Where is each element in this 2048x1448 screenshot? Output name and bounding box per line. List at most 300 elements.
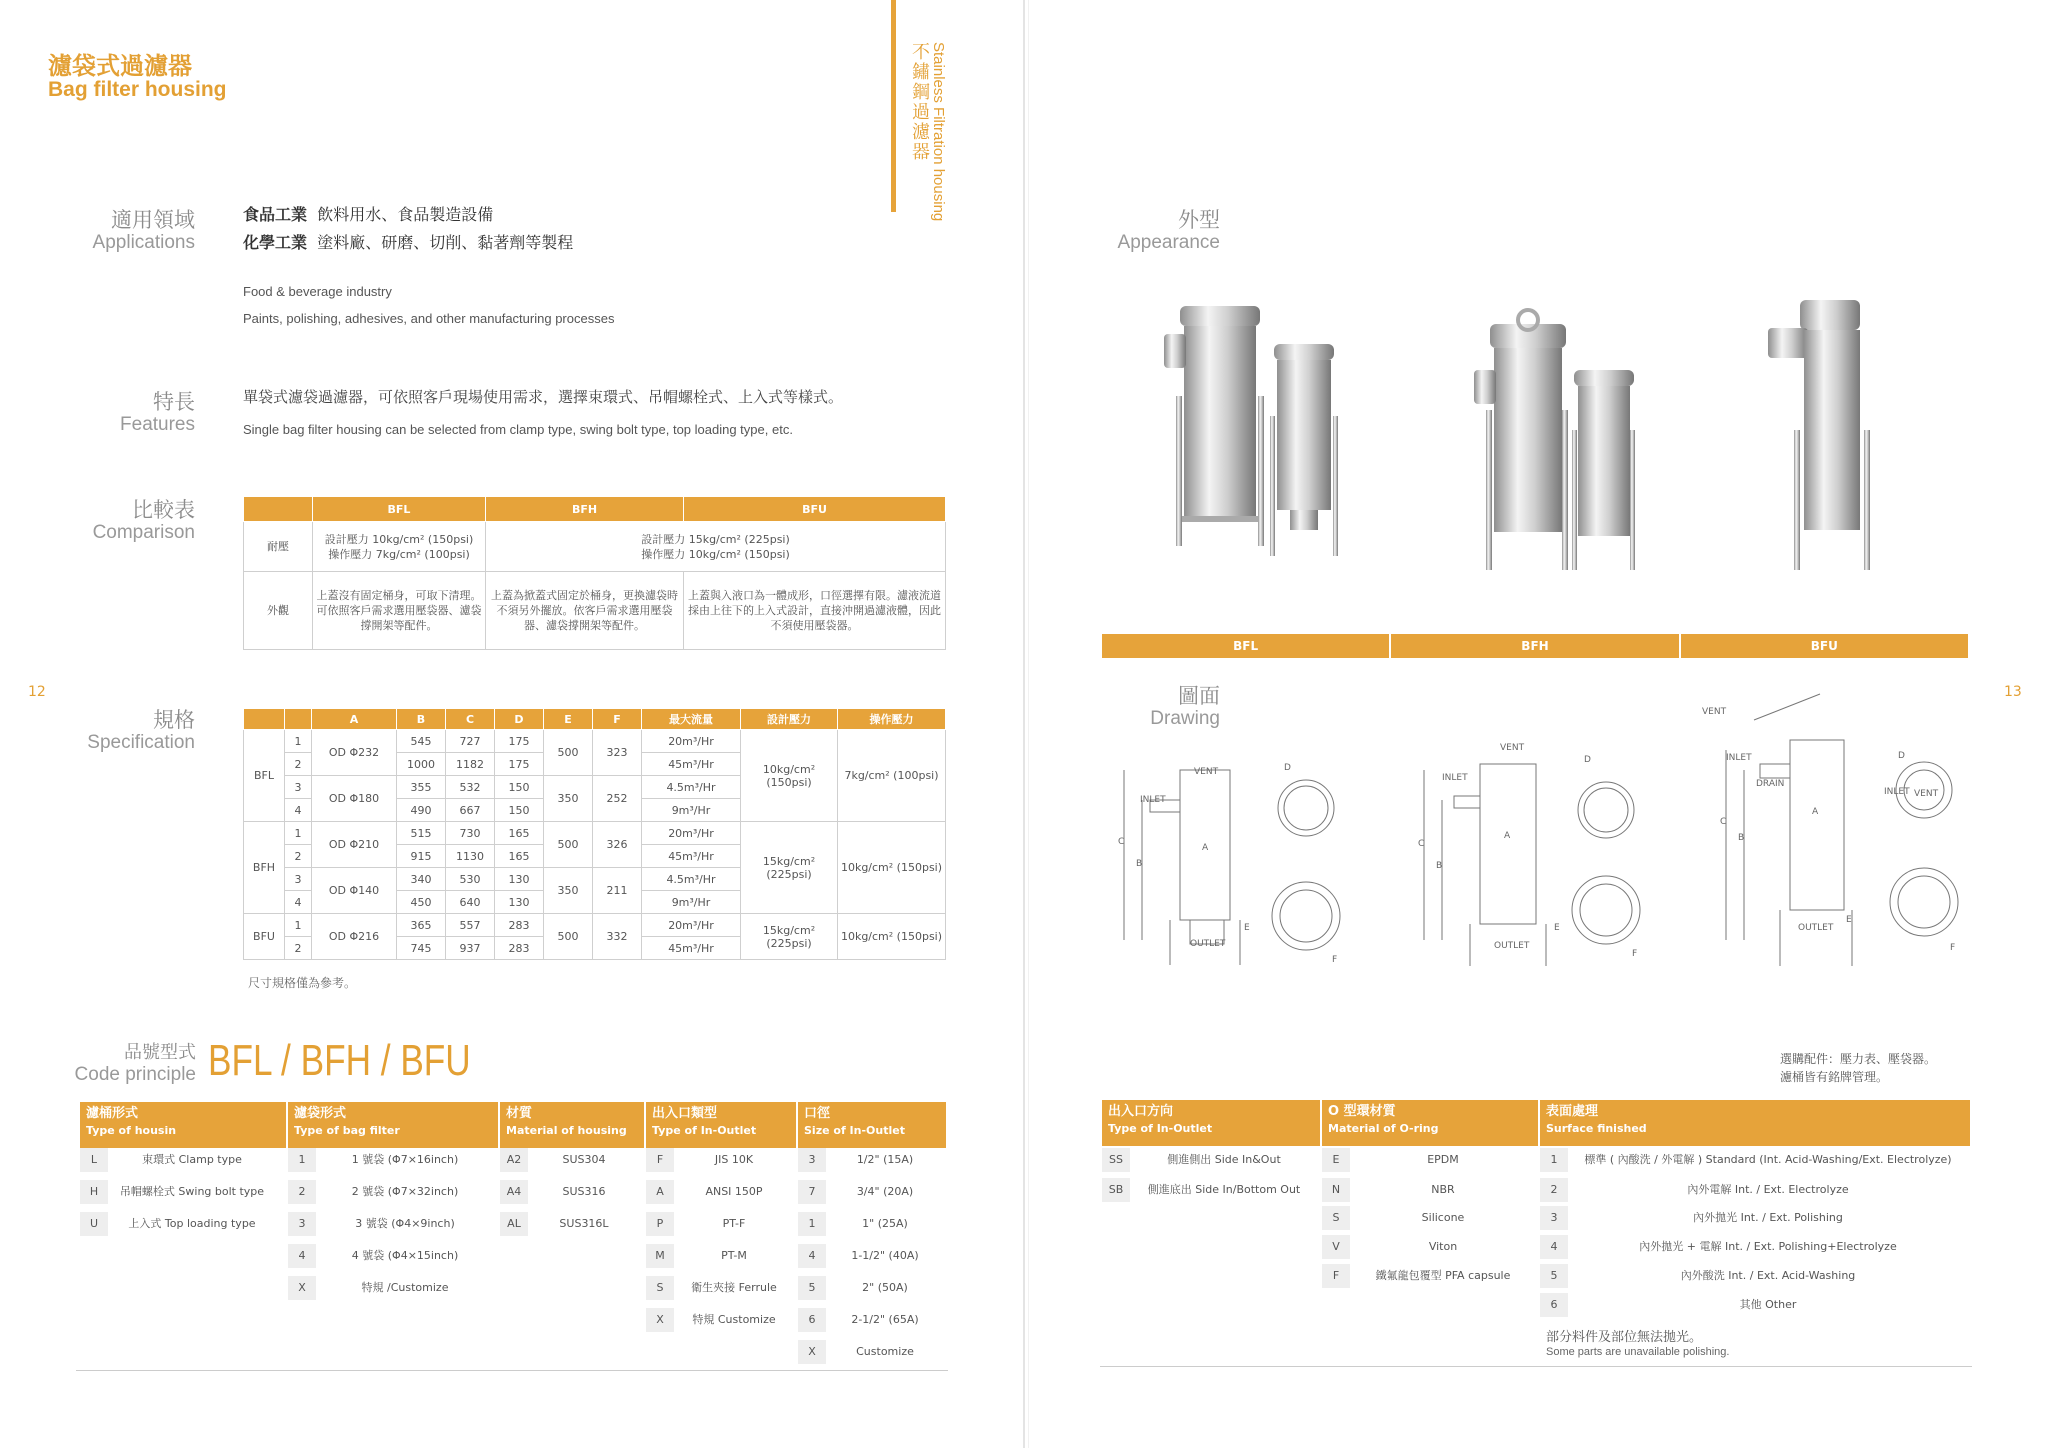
spec-cell: 545 bbox=[397, 730, 446, 753]
code-value: NBR bbox=[1431, 1183, 1455, 1196]
spec-cell: 4.5m³/Hr bbox=[642, 776, 741, 799]
applications-line2 bbox=[243, 230, 573, 253]
applications-en1: Food & beverage industry bbox=[243, 284, 392, 299]
drawing-tag: VENT bbox=[1702, 707, 1727, 717]
polish-note-zh: 部分料件及部位無法拋光。 bbox=[1546, 1330, 1703, 1345]
comparison-cell: 上蓋與入液口為一體成形，口徑選擇有限。濾液流道採由上往下的上入式設計，直接沖開過濾液體，因此不須使用壓袋器。 bbox=[684, 572, 946, 650]
spec-cell: 450 bbox=[397, 891, 446, 914]
spec-cell: 165 bbox=[495, 822, 544, 845]
comparison-header: BFU bbox=[684, 497, 946, 522]
drawing-tag: OUTLET bbox=[1494, 941, 1530, 951]
drawing-tag: F bbox=[1632, 949, 1638, 959]
polish-note-en: Some parts are unavailable polishing. bbox=[1546, 1346, 1730, 1358]
spec-cell: 500 bbox=[544, 730, 593, 776]
spec-cell: 350 bbox=[544, 868, 593, 914]
drawing-tag: VENT bbox=[1500, 743, 1525, 753]
spec-cell: 4.5m³/Hr bbox=[642, 868, 741, 891]
code-key: 1 bbox=[1540, 1148, 1568, 1172]
spec-cell: 745 bbox=[397, 937, 446, 960]
appearance-label: BFL bbox=[1102, 634, 1391, 658]
spec-cell: 355 bbox=[397, 776, 446, 799]
drawing-tag: C bbox=[1118, 837, 1125, 847]
drawing-tag: E bbox=[1244, 923, 1250, 933]
code-col3-header bbox=[500, 1102, 644, 1148]
drawing-tag: E bbox=[1554, 923, 1560, 933]
spec-cell: OD Φ180 bbox=[312, 776, 397, 822]
spec-cell: 323 bbox=[593, 730, 642, 776]
code-key: SS bbox=[1102, 1148, 1130, 1172]
code-key: S bbox=[1322, 1206, 1350, 1230]
spec-cell: 1000 bbox=[397, 753, 446, 776]
code-col5-en: Size of In-Outlet bbox=[804, 1124, 905, 1137]
code-col5-header bbox=[798, 1102, 946, 1148]
spec-cell: OD Φ232 bbox=[312, 730, 397, 776]
spec-header: C bbox=[446, 709, 495, 730]
comparison-label-zh: 比較表 bbox=[132, 498, 195, 522]
code-key: 2 bbox=[1540, 1178, 1568, 1202]
drawing-tag: E bbox=[1846, 915, 1852, 925]
code-col4-header bbox=[646, 1102, 796, 1148]
spec-cell: 20m³/Hr bbox=[642, 730, 741, 753]
applications-label-en: Applications bbox=[92, 232, 195, 253]
spec-cell: 175 bbox=[495, 753, 544, 776]
comparison-header: BFH bbox=[486, 497, 684, 522]
spec-cell: 500 bbox=[544, 822, 593, 868]
spec-header: 設計壓力 bbox=[741, 709, 838, 730]
code-value: EPDM bbox=[1427, 1153, 1459, 1166]
code-key: 3 bbox=[798, 1148, 826, 1172]
spec-cell: 9m³/Hr bbox=[642, 799, 741, 822]
appearance-label: BFU bbox=[1681, 634, 1970, 658]
spec-cell: 326 bbox=[593, 822, 642, 868]
spec-header: F bbox=[593, 709, 642, 730]
page-number-right: 13 bbox=[2004, 684, 2022, 700]
code-big: BFL / BFH / BFU bbox=[208, 1036, 471, 1085]
code-value: SUS316 bbox=[562, 1185, 606, 1198]
code-key: 2 bbox=[288, 1180, 316, 1204]
code-key: A2 bbox=[500, 1148, 528, 1172]
code-item bbox=[646, 1180, 796, 1204]
features-zh: 單袋式濾袋過濾器，可依照客戶現場使用需求，選擇束環式、吊帽螺栓式、上入式等樣式。 bbox=[243, 388, 844, 406]
drawing-tag: F bbox=[1332, 955, 1338, 965]
spec-cell: 165 bbox=[495, 845, 544, 868]
applications-line1-text: 飲料用水、食品製造設備 bbox=[317, 205, 494, 224]
spec-note: 尺寸規格僅為參考。 bbox=[248, 976, 357, 990]
code-key: N bbox=[1322, 1178, 1350, 1202]
applications-line2-text: 塗料廠、研磨、切削、黏著劑等製程 bbox=[317, 233, 574, 252]
left-bottom-divider bbox=[76, 1370, 948, 1371]
code-item bbox=[80, 1148, 286, 1172]
comparison-cell: 設計壓力 15kg/cm² (225psi) 操作壓力 10kg/cm² (150psi) bbox=[486, 522, 946, 572]
spec-cell: 20m³/Hr bbox=[642, 822, 741, 845]
appearance-label: BFH bbox=[1391, 634, 1680, 658]
comparison-cell: 設計壓力 10kg/cm² (150psi) 操作壓力 7kg/cm² (100psi) bbox=[313, 522, 486, 572]
code-value: 其他 Other bbox=[1739, 1298, 1797, 1311]
spec-cell: 45m³/Hr bbox=[642, 845, 741, 868]
specification-label-zh: 規格 bbox=[153, 708, 195, 732]
code-item bbox=[288, 1148, 498, 1172]
code-value: 側進側出 Side In&Out bbox=[1167, 1153, 1281, 1166]
drawing-tag: INLET bbox=[1884, 787, 1910, 797]
code-item bbox=[1102, 1178, 1320, 1202]
code-col6-zh: 出入口方向 bbox=[1108, 1104, 1174, 1119]
drawing-tag: D bbox=[1898, 751, 1905, 761]
code-item bbox=[500, 1148, 644, 1172]
code-value: 鐵氟龍包覆型 PFA capsule bbox=[1375, 1269, 1511, 1282]
drawing-tag: D bbox=[1584, 755, 1591, 765]
code-value: 上入式 Top loading type bbox=[128, 1217, 256, 1230]
side-title-zh: 不鏽鋼過濾器 bbox=[909, 42, 930, 162]
code-value: 內外酸洗 Int. / Ext. Acid-Washing bbox=[1680, 1269, 1856, 1282]
bfl-drawing bbox=[1110, 740, 1360, 980]
page-number-left: 12 bbox=[28, 684, 46, 700]
code-col4-en: Type of In-Outlet bbox=[652, 1124, 757, 1137]
code-key: X bbox=[288, 1276, 316, 1300]
spec-header: E bbox=[544, 709, 593, 730]
code-col5-zh: 口徑 bbox=[804, 1106, 831, 1121]
code-value: 側進底出 Side In/Bottom Out bbox=[1147, 1183, 1301, 1196]
code-item bbox=[798, 1276, 946, 1300]
code-item bbox=[1540, 1178, 1970, 1202]
code-item bbox=[1540, 1264, 1970, 1288]
spec-cell: 150 bbox=[495, 776, 544, 799]
code-col1-zh: 濾桶形式 bbox=[86, 1106, 139, 1121]
code-item bbox=[80, 1180, 286, 1204]
code-key: F bbox=[646, 1148, 674, 1172]
code-value: 3/4" (20A) bbox=[856, 1185, 914, 1198]
code-key: 6 bbox=[1540, 1293, 1568, 1317]
drawing-tag: B bbox=[1738, 833, 1745, 843]
code-key: X bbox=[798, 1340, 826, 1364]
comparison-cell: 上蓋沒有固定桶身，可取下清理。可依照客戶需求選用壓袋器、濾袋撐開架等配件。 bbox=[313, 572, 486, 650]
code-key: E bbox=[1322, 1148, 1350, 1172]
code-value: 吊帽螺栓式 Swing bolt type bbox=[119, 1185, 265, 1198]
applications-label-zh: 適用領域 bbox=[111, 208, 195, 232]
features-en: Single bag filter housing can be selected from clamp type, swing bolt type, top loading type, etc. bbox=[243, 422, 793, 437]
code-item bbox=[798, 1180, 946, 1204]
code-key: SB bbox=[1102, 1178, 1130, 1202]
code-value: 1" (25A) bbox=[862, 1217, 908, 1230]
spec-cell: 937 bbox=[446, 937, 495, 960]
spec-model: BFL bbox=[244, 730, 285, 822]
code-item bbox=[500, 1180, 644, 1204]
spec-cell: 730 bbox=[446, 822, 495, 845]
drawing-tag: OUTLET bbox=[1190, 939, 1226, 949]
drawing-label-en: Drawing bbox=[1150, 708, 1220, 729]
code-item bbox=[646, 1308, 796, 1332]
appearance-label-zh: 外型 bbox=[1178, 208, 1220, 232]
spec-cell: 1 bbox=[285, 914, 312, 937]
code-value: 束環式 Clamp type bbox=[142, 1153, 242, 1166]
code-value: Silicone bbox=[1421, 1211, 1465, 1224]
bfu-product-image bbox=[1760, 280, 1900, 590]
code-value: ANSI 150P bbox=[705, 1185, 763, 1198]
drawing-tag: F bbox=[1950, 943, 1956, 953]
comparison-cell: 上蓋為掀蓋式固定於桶身，更換濾袋時不須另外擺放。依客戶需求選用壓袋器、濾袋撐開架等配件。 bbox=[486, 572, 684, 650]
drawing-tag: INLET bbox=[1140, 795, 1166, 805]
code-col8-en: Surface finished bbox=[1546, 1122, 1647, 1135]
code-key: H bbox=[80, 1180, 108, 1204]
code-key: 7 bbox=[798, 1180, 826, 1204]
spec-cell: 150 bbox=[495, 799, 544, 822]
bfh-drawing bbox=[1410, 740, 1660, 980]
spec-cell: 10kg/cm² (150psi) bbox=[838, 822, 946, 914]
code-key: 6 bbox=[798, 1308, 826, 1332]
appearance-label-en: Appearance bbox=[1117, 232, 1220, 253]
side-title-en: Stainless Filtration housing bbox=[930, 42, 947, 222]
code-item bbox=[798, 1308, 946, 1332]
drawing-tag: A bbox=[1504, 831, 1511, 841]
code-value: SUS304 bbox=[562, 1153, 606, 1166]
code-key: V bbox=[1322, 1235, 1350, 1259]
title-en: Bag filter housing bbox=[48, 78, 227, 101]
code-item bbox=[1322, 1206, 1538, 1230]
code-value: Viton bbox=[1428, 1240, 1458, 1253]
comparison-table bbox=[243, 496, 946, 650]
drawing-tag: B bbox=[1436, 861, 1443, 871]
page-gutter-shadow bbox=[1028, 0, 1029, 1448]
code-col1-header bbox=[80, 1102, 286, 1148]
right-bottom-divider bbox=[1100, 1366, 1972, 1367]
drawing-tag: D bbox=[1284, 763, 1291, 773]
code-key: 4 bbox=[1540, 1235, 1568, 1259]
drawing-tag: VENT bbox=[1914, 789, 1939, 799]
comparison-row-label: 耐壓 bbox=[244, 522, 313, 572]
code-key: 4 bbox=[288, 1244, 316, 1268]
spec-cell: 2 bbox=[285, 937, 312, 960]
spec-cell: 557 bbox=[446, 914, 495, 937]
code-key: 5 bbox=[798, 1276, 826, 1300]
code-item bbox=[646, 1276, 796, 1300]
spec-cell: 1 bbox=[285, 822, 312, 845]
spec-cell: 532 bbox=[446, 776, 495, 799]
spec-cell: 2 bbox=[285, 753, 312, 776]
features-label-en: Features bbox=[120, 414, 195, 435]
code-key: U bbox=[80, 1212, 108, 1236]
accessory-note-1: 選購配件：壓力表、壓袋器。 bbox=[1780, 1052, 1937, 1066]
code-item bbox=[646, 1212, 796, 1236]
code-key: 1 bbox=[798, 1212, 826, 1236]
code-value: 標準 ( 內酸洗 / 外電解 ) Standard (Int. Acid-Washing/Ext. Electrolyze) bbox=[1584, 1153, 1952, 1166]
bfl-product-image bbox=[1140, 286, 1380, 586]
side-title-bar bbox=[891, 0, 896, 212]
code-key: A4 bbox=[500, 1180, 528, 1204]
code-value: Customize bbox=[856, 1345, 914, 1358]
code-label-en: Code principle bbox=[74, 1064, 196, 1085]
code-value: 1-1/2" (40A) bbox=[851, 1249, 919, 1262]
code-value: 2-1/2" (65A) bbox=[851, 1313, 919, 1326]
code-value: 內外拋光 Int. / Ext. Polishing bbox=[1693, 1211, 1843, 1224]
spec-table bbox=[243, 708, 946, 960]
code-key: P bbox=[646, 1212, 674, 1236]
spec-cell: 45m³/Hr bbox=[642, 753, 741, 776]
code-key: M bbox=[646, 1244, 674, 1268]
code-value: 2 號袋 (Φ7×32inch) bbox=[351, 1185, 459, 1198]
code-col8-zh: 表面處理 bbox=[1546, 1104, 1599, 1119]
spec-model: BFH bbox=[244, 822, 285, 914]
spec-cell: 500 bbox=[544, 914, 593, 960]
specification-label-en: Specification bbox=[87, 732, 195, 753]
code-value: 特規 /Customize bbox=[361, 1281, 449, 1294]
spec-cell: 332 bbox=[593, 914, 642, 960]
spec-cell: 15kg/cm² (225psi) bbox=[741, 914, 838, 960]
code-item bbox=[1540, 1206, 1970, 1230]
code-value: JIS 10K bbox=[714, 1153, 754, 1166]
spec-cell: 7kg/cm² (100psi) bbox=[838, 730, 946, 822]
code-item bbox=[798, 1148, 946, 1172]
spec-cell: 350 bbox=[544, 776, 593, 822]
spec-cell: 283 bbox=[495, 914, 544, 937]
code-value: 1/2" (15A) bbox=[856, 1153, 914, 1166]
appearance-labels-bar bbox=[1102, 634, 1970, 658]
spec-cell: 1182 bbox=[446, 753, 495, 776]
code-item bbox=[288, 1244, 498, 1268]
spec-corner bbox=[285, 709, 312, 730]
code-key: 1 bbox=[288, 1148, 316, 1172]
code-col7-zh: O 型環材質 bbox=[1328, 1104, 1396, 1119]
spec-cell: 283 bbox=[495, 937, 544, 960]
code-value: 衛生夾接 Ferrule bbox=[691, 1281, 777, 1294]
spec-cell: 515 bbox=[397, 822, 446, 845]
code-value: SUS316L bbox=[559, 1217, 609, 1230]
spec-cell: 365 bbox=[397, 914, 446, 937]
spec-header: A bbox=[312, 709, 397, 730]
spec-cell: 211 bbox=[593, 868, 642, 914]
code-item bbox=[646, 1148, 796, 1172]
code-key: F bbox=[1322, 1264, 1350, 1288]
drawing-tag: OUTLET bbox=[1798, 923, 1834, 933]
applications-line1 bbox=[243, 202, 493, 225]
code-key: S bbox=[646, 1276, 674, 1300]
spec-cell: 4 bbox=[285, 799, 312, 822]
spec-cell: 9m³/Hr bbox=[642, 891, 741, 914]
comparison-header: BFL bbox=[313, 497, 486, 522]
code-label-zh: 品號型式 bbox=[124, 1042, 196, 1063]
drawing-tag: INLET bbox=[1442, 773, 1468, 783]
code-col3-zh: 材質 bbox=[506, 1106, 533, 1121]
code-value: 4 號袋 (Φ4×15inch) bbox=[351, 1249, 459, 1262]
drawing-tag: DRAIN bbox=[1756, 779, 1785, 789]
code-col7-en: Material of O-ring bbox=[1328, 1122, 1439, 1135]
code-item bbox=[80, 1212, 286, 1236]
code-item bbox=[500, 1212, 644, 1236]
page-gutter bbox=[1023, 0, 1025, 1448]
code-item bbox=[288, 1180, 498, 1204]
spec-cell: 530 bbox=[446, 868, 495, 891]
spec-cell: 45m³/Hr bbox=[642, 937, 741, 960]
drawing-label-zh: 圖面 bbox=[1178, 684, 1220, 708]
code-value: 內外拋光 + 電解 Int. / Ext. Polishing+Electrolyze bbox=[1639, 1240, 1897, 1253]
bfu-drawing bbox=[1700, 680, 1980, 980]
spec-cell: 1130 bbox=[446, 845, 495, 868]
code-key: X bbox=[646, 1308, 674, 1332]
code-key: L bbox=[80, 1148, 108, 1172]
drawing-tag: B bbox=[1136, 859, 1143, 869]
code-key: 4 bbox=[798, 1244, 826, 1268]
features-label-zh: 特長 bbox=[153, 390, 195, 414]
code-item bbox=[1540, 1235, 1970, 1259]
spec-cell: 15kg/cm² (225psi) bbox=[741, 822, 838, 914]
code-col6-en: Type of In-Outlet bbox=[1108, 1122, 1213, 1135]
code-item bbox=[646, 1244, 796, 1268]
applications-en2: Paints, polishing, adhesives, and other manufacturing processes bbox=[243, 311, 615, 326]
code-value: 2" (50A) bbox=[862, 1281, 908, 1294]
spec-cell: 4 bbox=[285, 891, 312, 914]
spec-cell: 2 bbox=[285, 845, 312, 868]
spec-header: 操作壓力 bbox=[838, 709, 946, 730]
drawing-tag: A bbox=[1812, 807, 1819, 817]
code-item bbox=[288, 1276, 498, 1300]
spec-cell: OD Φ140 bbox=[312, 868, 397, 914]
spec-cell: 3 bbox=[285, 776, 312, 799]
code-item bbox=[1322, 1235, 1538, 1259]
spec-cell: 640 bbox=[446, 891, 495, 914]
code-key: AL bbox=[500, 1212, 528, 1236]
comparison-label-en: Comparison bbox=[92, 522, 195, 543]
code-key: 3 bbox=[288, 1212, 316, 1236]
spec-cell: 10kg/cm² (150psi) bbox=[741, 730, 838, 822]
bfh-product-image bbox=[1450, 300, 1650, 590]
code-col2-zh: 濾袋形式 bbox=[294, 1106, 347, 1121]
code-item bbox=[288, 1212, 498, 1236]
code-item bbox=[1322, 1264, 1538, 1288]
code-col8-header bbox=[1540, 1100, 1970, 1146]
spec-header: B bbox=[397, 709, 446, 730]
spec-cell: OD Φ216 bbox=[312, 914, 397, 960]
spec-cell: 10kg/cm² (150psi) bbox=[838, 914, 946, 960]
spec-cell: 130 bbox=[495, 868, 544, 891]
drawing-tag: VENT bbox=[1194, 767, 1219, 777]
spec-cell: 3 bbox=[285, 868, 312, 891]
spec-cell: 915 bbox=[397, 845, 446, 868]
title-zh: 濾袋式過濾器 bbox=[48, 52, 192, 80]
spec-cell: 667 bbox=[446, 799, 495, 822]
code-value: PT-F bbox=[722, 1217, 746, 1230]
spec-cell: 175 bbox=[495, 730, 544, 753]
code-item bbox=[1540, 1148, 1970, 1172]
code-item bbox=[1322, 1178, 1538, 1202]
code-item bbox=[798, 1212, 946, 1236]
code-col7-header bbox=[1322, 1100, 1538, 1146]
drawing-tag: C bbox=[1418, 839, 1425, 849]
spec-model: BFU bbox=[244, 914, 285, 960]
spec-corner bbox=[244, 709, 285, 730]
code-col2-en: Type of bag filter bbox=[294, 1124, 400, 1137]
code-col4-zh: 出入口類型 bbox=[652, 1106, 718, 1121]
code-col6-header bbox=[1102, 1100, 1320, 1146]
code-key: A bbox=[646, 1180, 674, 1204]
code-item bbox=[798, 1244, 946, 1268]
spec-cell: 727 bbox=[446, 730, 495, 753]
code-col3-en: Material of housing bbox=[506, 1124, 627, 1137]
code-item bbox=[1102, 1148, 1320, 1172]
spec-header: 最大流量 bbox=[642, 709, 741, 730]
code-col2-header bbox=[288, 1102, 498, 1148]
comparison-corner bbox=[244, 497, 313, 522]
spec-cell: OD Φ210 bbox=[312, 822, 397, 868]
applications-line2-bold: 化學工業 bbox=[243, 233, 308, 252]
spec-cell: 1 bbox=[285, 730, 312, 753]
drawing-tag: C bbox=[1720, 817, 1727, 827]
spec-cell: 130 bbox=[495, 891, 544, 914]
spec-cell: 490 bbox=[397, 799, 446, 822]
code-value: 1 號袋 (Φ7×16inch) bbox=[351, 1153, 459, 1166]
comparison-row-label: 外觀 bbox=[244, 572, 313, 650]
code-item bbox=[798, 1340, 946, 1364]
drawing-tag: A bbox=[1202, 843, 1209, 853]
code-key: 3 bbox=[1540, 1206, 1568, 1230]
spec-cell: 252 bbox=[593, 776, 642, 822]
